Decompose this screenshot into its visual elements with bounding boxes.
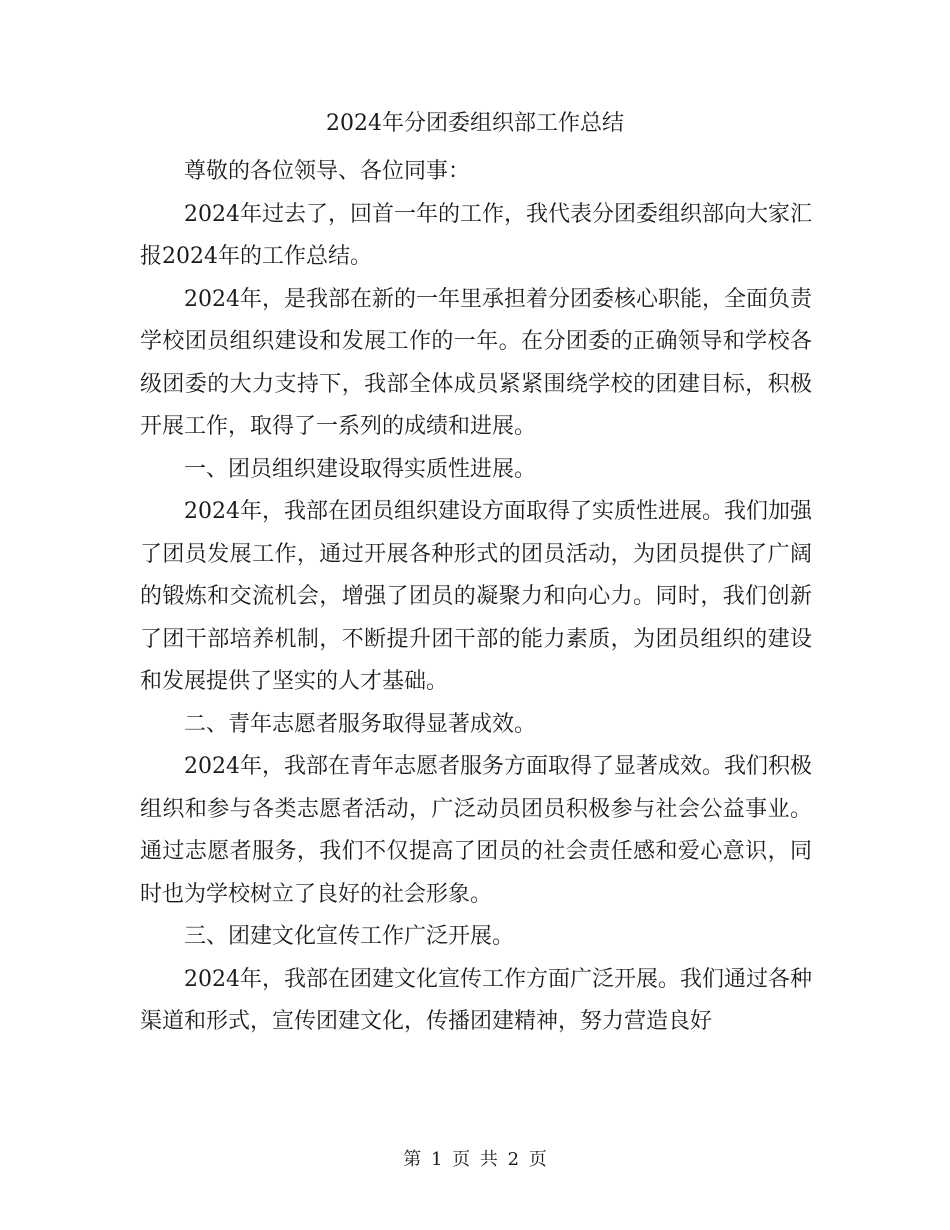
section-heading: 二、青年志愿者服务取得显著成效。	[184, 711, 537, 737]
section-heading: 三、团建文化宣传工作广泛开展。	[184, 924, 515, 949]
page-number-footer: 第 1 页 共 2 页	[403, 1149, 547, 1170]
salutation: 尊敬的各位领导、各位同事：	[184, 159, 471, 184]
paragraph: 2024年，我部在团建文化宣传工作方面广泛开展。我们通过各种渠道和形式，宣传团建文化，传播团建精神，努力营造良好	[140, 966, 812, 1034]
paragraph: 2024年，我部在青年志愿者服务方面取得了显著成效。我们积极组织和参与各类志愿者活动，广泛动员团员积极参与社会公益事业。通过志愿者服务，我们不仅提高了团员的社会责任感和爱心意识，同时也为学校树立了良好的社会形象。	[140, 754, 812, 907]
document-title: 2024年分团委组织部工作总结	[326, 111, 624, 136]
paragraph: 2024年，我部在团员组织建设方面取得了实质性进展。我们加强了团员发展工作，通过开展各种形式的团员活动，为团员提供了广阔的锻炼和交流机会，增强了团员的凝聚力和向心力。同时，我们创新了团干部培养机制，不断提升团干部的能力素质，为团员组织的建设和发展提供了坚实的人才基础。	[140, 499, 812, 694]
document-body	[140, 151, 812, 1044]
paragraph: 2024年，是我部在新的一年里承担着分团委核心职能，全面负责学校团员组织建设和发展工作的一年。在分团委的正确领导和学校各级团委的大力支持下，我部全体成员紧紧围绕学校的团建目标，积极开展工作，取得了一系列的成绩和进展。	[140, 286, 812, 439]
paragraph: 2024年过去了，回首一年的工作，我代表分团委组织部向大家汇报2024年的工作总结。	[140, 201, 812, 269]
section-heading: 一、团员组织建设取得实质性进展。	[184, 456, 537, 482]
